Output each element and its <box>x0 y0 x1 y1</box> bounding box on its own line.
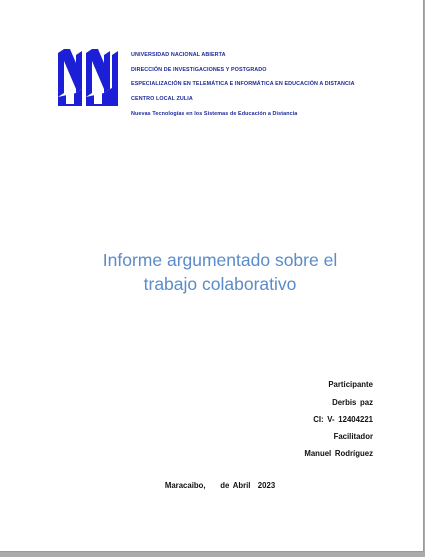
facilitator-label: Facilitador <box>333 432 373 441</box>
document-title <box>60 248 380 296</box>
header-center: CENTRO LOCAL ZULIA <box>131 96 193 102</box>
participant-name: Derbis paz <box>332 398 373 407</box>
header-specialization: ESPECIALIZACIÓN EN TELEMÁTICA E INFORMÁTICA EN EDUCACIÓN A DISTANCIA <box>131 81 355 87</box>
header-course: Nuevas Tecnologías en los Sistemas de Educación a Distancia <box>131 111 298 117</box>
university-logo <box>58 49 118 106</box>
facilitator-name: Manuel Rodríguez <box>304 449 373 458</box>
title-line-1: Informe argumentado sobre el <box>102 250 338 270</box>
header-direction: DIRECCIÓN DE INVESTIGACIONES Y POSTGRADO <box>131 67 267 73</box>
header-university: UNIVERSIDAD NACIONAL ABIERTA <box>131 52 226 58</box>
participant-label: Participante <box>328 380 373 389</box>
participant-id: CI: V- 12404221 <box>313 415 373 424</box>
date-line: Maracaibo, de Abril 2023 <box>164 481 276 490</box>
title-line-2: trabajo colaborativo <box>143 274 297 294</box>
